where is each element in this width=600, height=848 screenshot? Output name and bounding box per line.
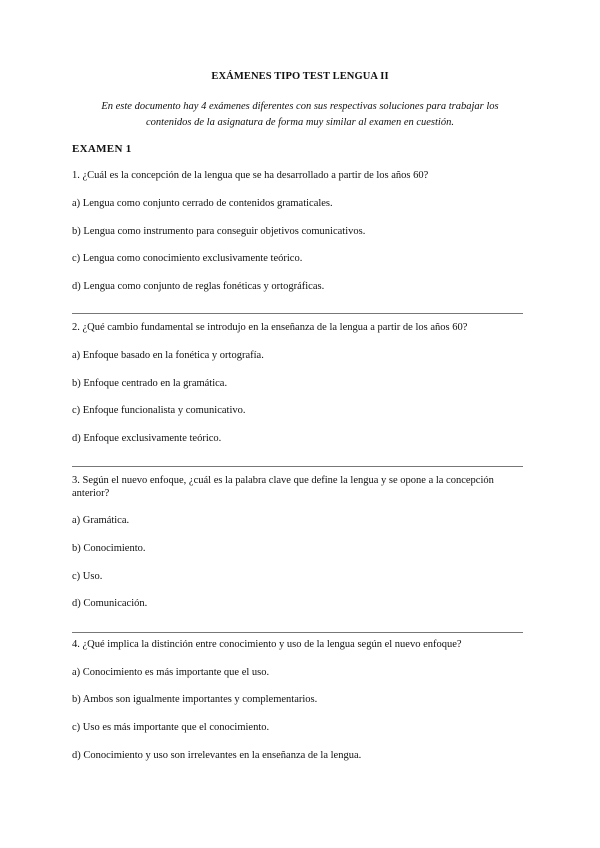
- question-2-option-b: b) Enfoque centrado en la gramática.: [72, 378, 228, 389]
- question-3-option-a: a) Gramática.: [72, 515, 130, 526]
- question-3-text: 3. Según el nuevo enfoque, ¿cuál es la palabra clave que define la lengua y se opone a la concepción anterior?: [72, 475, 494, 499]
- question-3-option-d: d) Comunicación.: [72, 598, 148, 609]
- question-4-option-a: a) Conocimiento es más importante que el uso.: [72, 667, 270, 678]
- question-2-option-c: c) Enfoque funcionalista y comunicativo.: [72, 405, 246, 416]
- question-1-option-b: b) Lengua como instrumento para conseguir objetivos comunicativos.: [72, 226, 366, 237]
- question-1-option-d: d) Lengua como conjunto de reglas fonéticas y ortográficas.: [72, 281, 325, 292]
- question-4-option-d: d) Conocimiento y uso son irrelevantes en la enseñanza de la lengua.: [72, 750, 362, 761]
- question-2-option-a: a) Enfoque basado en la fonética y ortografía.: [72, 350, 264, 361]
- question-3-option-b: b) Conocimiento.: [72, 543, 146, 554]
- question-3-option-c: c) Uso.: [72, 571, 103, 582]
- exam-heading: EXAMEN 1: [72, 143, 132, 155]
- question-4-option-c: c) Uso es más importante que el conocimiento.: [72, 722, 270, 733]
- question-2-option-d: d) Enfoque exclusivamente teórico.: [72, 433, 222, 444]
- question-1-option-a: a) Lengua como conjunto cerrado de contenidos gramaticales.: [72, 198, 333, 209]
- question-1-text: 1. ¿Cuál es la concepción de la lengua que se ha desarrollado a partir de los años 60?: [72, 170, 429, 181]
- question-4-option-b: b) Ambos son igualmente importantes y complementarios.: [72, 694, 318, 705]
- question-1-option-c: c) Lengua como conocimiento exclusivamente teórico.: [72, 253, 303, 264]
- question-divider: [72, 632, 523, 633]
- question-4-text: 4. ¿Qué implica la distinción entre conocimiento y uso de la lengua según el nuevo enfoque?: [72, 639, 462, 650]
- question-2-text: 2. ¿Qué cambio fundamental se introdujo en la enseñanza de la lengua a partir de los años 60?: [72, 322, 468, 333]
- question-divider: [72, 313, 523, 314]
- document-intro: En este documento hay 4 exámenes diferentes con sus respectivas soluciones para trabajar los contenidos de la asignatura de forma muy similar al examen en cuestión.: [101, 101, 499, 128]
- document-title: EXÁMENES TIPO TEST LENGUA II: [211, 71, 389, 82]
- question-divider: [72, 466, 523, 467]
